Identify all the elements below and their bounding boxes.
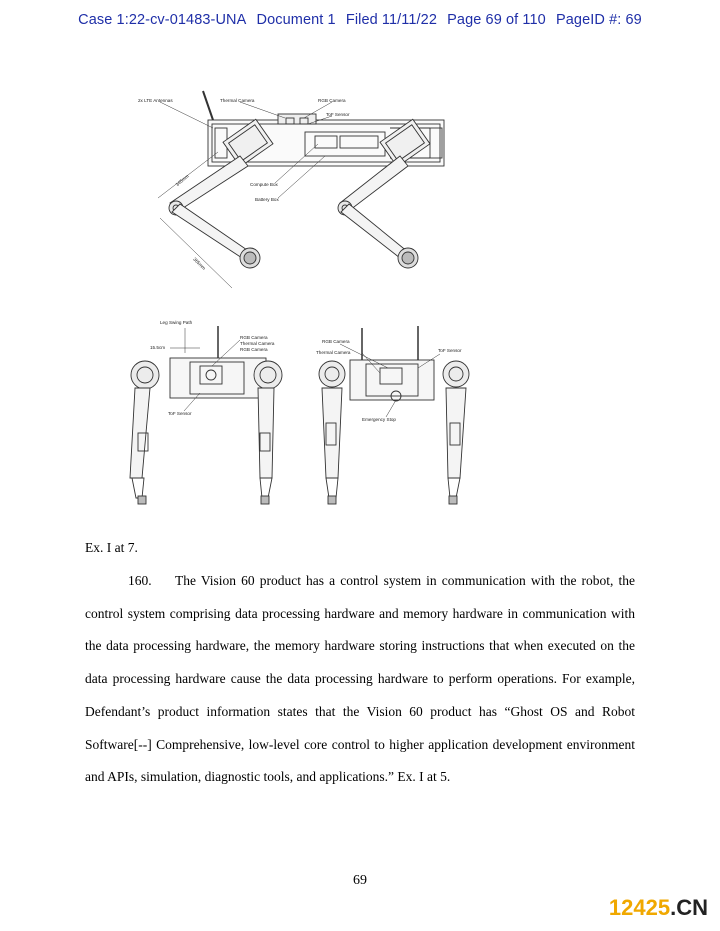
label-rear-rgb-camera: RGB Camera: [322, 339, 350, 344]
watermark-digits: 12425: [608, 895, 671, 920]
label-front-rgb-camera-2: RGB Camera: [240, 347, 268, 352]
header-pageid: PageID #: 69: [555, 12, 642, 28]
paragraph-text: The Vision 60 product has a control system in communication with the robot, the control system comprising data processing hardware and memory hardware in communication with the data processing hardware, the memory hardware storing instructions that when executed on the data processing hardware cause the data processing hardware to perform operations. For example, Defendant’s product information states that the Vision 60 product has “Ghost OS and Robot Software[--] Comprehensive, low-level core control to higher application development environment and APIs, simulation, diagnostic tools, and applications.” Ex. I at 5.: [85, 573, 635, 785]
label-rear-tof-sensor: ToF Sensor: [438, 348, 462, 353]
label-front-rgb-camera: RGB Camera: [240, 335, 268, 340]
paragraph-160: [85, 565, 635, 794]
label-leg-swing-path: Leg Swing Path: [160, 320, 193, 325]
figure-caption: Ex. I at 7.: [85, 540, 138, 555]
watermark-suffix: .CN: [670, 895, 708, 920]
page-header: [0, 12, 720, 28]
label-thermal-camera: Thermal Camera: [220, 98, 255, 103]
label-compute-box: Compute Box: [250, 182, 278, 187]
robot-technical-drawing: [100, 78, 620, 528]
page-number: 69: [353, 873, 367, 888]
header-filed: Filed 11/11/22: [345, 12, 438, 28]
paragraph-number: 160.: [128, 573, 152, 588]
header-page: Page 69 of 110: [447, 12, 546, 28]
front-view-drawing: [130, 326, 282, 504]
label-front-thermal-camera: Thermal Camera: [240, 341, 275, 346]
watermark-logo: [609, 895, 708, 921]
label-rear-thermal-camera: Thermal Camera: [316, 350, 351, 355]
header-case: Case 1:22-cv-01483-UNA: [78, 12, 247, 28]
label-rgb-camera: RGB Camera: [318, 98, 346, 103]
label-15-5cm: 15.5cm: [150, 345, 166, 350]
label-antennas: 2x LTE Antennas: [138, 98, 173, 103]
label-emergency-stop: Emergency Stop: [362, 417, 396, 422]
label-dim-365mm: 365mm: [192, 256, 207, 271]
label-front-tof-sensor: ToF Sensor: [168, 411, 192, 416]
header-document: Document 1: [256, 12, 336, 28]
side-view-drawing: [158, 91, 444, 288]
label-tof-sensor: ToF Sensor: [326, 112, 350, 117]
label-dim-345mm: 345mm: [174, 173, 190, 188]
robot-drawing-svg: [100, 78, 620, 528]
label-battery-box: Battery Box: [255, 197, 279, 202]
